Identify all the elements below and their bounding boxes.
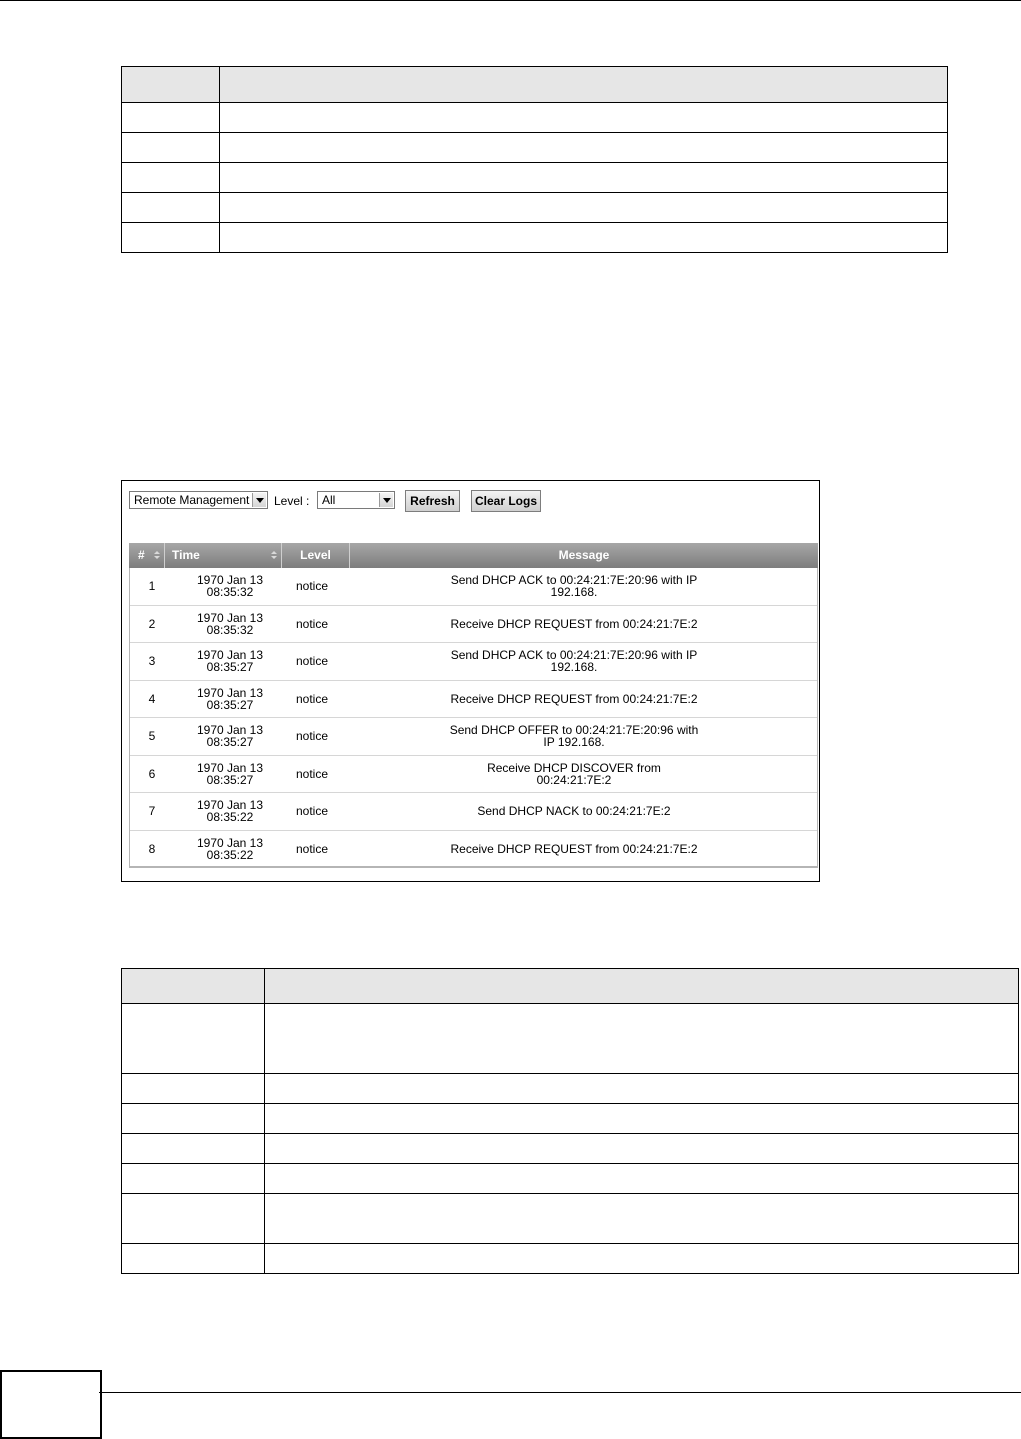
log-row-time: 1970 Jan 13 08:35:32 — [196, 573, 264, 600]
log-row-number-cell — [130, 831, 174, 869]
log-row-level: notice — [295, 691, 329, 706]
log-row-level-cell — [280, 831, 344, 869]
table-row — [122, 1194, 1019, 1244]
table-header-cell — [220, 67, 948, 103]
log-row-number: 6 — [148, 766, 156, 781]
table-header-row — [122, 969, 1019, 1004]
log-row-time-cell — [174, 681, 286, 718]
log-row-number: 7 — [148, 804, 156, 819]
log-row-message-cell — [344, 718, 804, 755]
column-header-number[interactable] — [129, 543, 165, 568]
table-row — [122, 1244, 1019, 1274]
log-row-level-cell — [280, 681, 344, 718]
refresh-button[interactable]: Refresh — [405, 490, 460, 512]
table-row — [130, 793, 817, 831]
log-row-message: Receive DHCP DISCOVER from 00:24:21:7E:2 — [487, 760, 661, 787]
table-row — [130, 831, 817, 869]
log-row-time: 1970 Jan 13 08:35:22 — [196, 836, 264, 863]
log-row-time-cell — [174, 831, 286, 869]
level-label: Level : — [274, 494, 310, 508]
header-rule — [0, 0, 1021, 1]
log-row-message-cell — [344, 681, 804, 718]
table-row — [122, 223, 948, 253]
log-row-number-cell — [130, 718, 174, 755]
log-row-message-cell — [344, 793, 804, 830]
table-row — [122, 1074, 1019, 1104]
log-row-time-cell — [174, 643, 286, 680]
log-row-level-cell — [280, 718, 344, 755]
log-row-time: 1970 Jan 13 08:35:27 — [196, 648, 264, 675]
column-header-time[interactable] — [165, 543, 282, 568]
log-table-body — [129, 568, 818, 868]
table-row — [130, 643, 817, 681]
table-header-cell — [265, 969, 1019, 1004]
chevron-down-icon[interactable] — [379, 493, 393, 507]
log-category-value: Remote Management — [134, 493, 250, 507]
log-row-number-cell — [130, 756, 174, 793]
table-row — [122, 1164, 1019, 1194]
sort-icon[interactable] — [154, 551, 159, 560]
table-row — [122, 103, 948, 133]
log-table-header — [129, 543, 818, 568]
table-row — [122, 133, 948, 163]
log-row-number-cell — [130, 793, 174, 830]
table-row — [122, 1104, 1019, 1134]
log-row-number: 3 — [148, 654, 156, 669]
log-row-level: notice — [295, 616, 329, 631]
log-row-level: notice — [295, 729, 329, 744]
log-row-message: Send DHCP ACK to 00:24:21:7E:20:96 with IP 192.168. — [450, 648, 698, 675]
log-row-time-cell — [174, 568, 286, 605]
log-row-level-cell — [280, 756, 344, 793]
log-toolbar — [129, 490, 809, 512]
table-row — [122, 1004, 1019, 1074]
log-category-select[interactable] — [129, 491, 268, 509]
chevron-down-icon[interactable] — [252, 493, 266, 507]
sort-icon[interactable] — [271, 551, 276, 560]
log-row-time: 1970 Jan 13 08:35:22 — [196, 798, 264, 825]
log-row-number-cell — [130, 643, 174, 680]
table-header-cell — [122, 67, 220, 103]
log-level-value: All — [322, 493, 336, 507]
log-row-level-cell — [280, 568, 344, 605]
log-row-time: 1970 Jan 13 08:35:27 — [196, 760, 264, 787]
table-row — [130, 756, 817, 794]
table-row — [130, 681, 817, 719]
table-row — [122, 1134, 1019, 1164]
log-row-level-cell — [280, 793, 344, 830]
log-row-number-cell — [130, 606, 174, 643]
column-header-message[interactable]: Message — [558, 548, 610, 562]
column-header-time-label: Time — [172, 548, 200, 562]
log-row-time-cell — [174, 718, 286, 755]
log-row-number: 5 — [148, 729, 156, 744]
table-row — [130, 568, 817, 606]
log-row-message: Receive DHCP REQUEST from 00:24:21:7E:2 — [450, 691, 698, 706]
log-row-message-cell — [344, 831, 804, 869]
log-row-message-cell — [344, 606, 804, 643]
log-row-time: 1970 Jan 13 08:35:27 — [196, 685, 264, 712]
table-header-row — [122, 67, 948, 103]
log-row-level: notice — [295, 654, 329, 669]
log-row-level-cell — [280, 643, 344, 680]
table-row — [130, 606, 817, 644]
log-row-number: 8 — [148, 842, 156, 857]
log-row-number-cell — [130, 681, 174, 718]
page-number-box — [0, 1370, 102, 1439]
log-row-level: notice — [295, 804, 329, 819]
footer-rule — [99, 1392, 1021, 1393]
log-screen-figure — [121, 480, 820, 882]
column-header-number-label: # — [138, 548, 145, 562]
log-row-time: 1970 Jan 13 08:35:27 — [196, 723, 264, 750]
log-row-level: notice — [295, 842, 329, 857]
log-row-level: notice — [295, 579, 329, 594]
log-row-time-cell — [174, 793, 286, 830]
log-row-message-cell — [344, 643, 804, 680]
log-row-number: 1 — [148, 579, 156, 594]
log-row-message: Send DHCP ACK to 00:24:21:7E:20:96 with IP 192.168. — [450, 573, 698, 600]
log-row-level-cell — [280, 606, 344, 643]
table-row — [130, 718, 817, 756]
log-row-level: notice — [295, 766, 329, 781]
table-row — [122, 193, 948, 223]
log-row-time: 1970 Jan 13 08:35:32 — [196, 610, 264, 637]
log-row-time-cell — [174, 606, 286, 643]
log-row-message: Receive DHCP REQUEST from 00:24:21:7E:2 — [450, 616, 698, 631]
log-row-message: Send DHCP NACK to 00:24:21:7E:2 — [477, 804, 671, 819]
log-row-message-cell — [344, 756, 804, 793]
log-row-number: 2 — [148, 616, 156, 631]
table-header-cell — [122, 969, 265, 1004]
table-row — [122, 163, 948, 193]
log-row-number: 4 — [148, 691, 156, 706]
reference-table-top — [121, 66, 948, 253]
log-level-select[interactable] — [317, 491, 395, 509]
log-row-message: Receive DHCP REQUEST from 00:24:21:7E:2 — [450, 842, 698, 857]
reference-table-bottom — [121, 968, 1019, 1274]
log-table — [129, 543, 818, 868]
log-row-message: Send DHCP OFFER to 00:24:21:7E:20:96 with IP 192.168. — [449, 723, 699, 750]
log-row-number-cell — [130, 568, 174, 605]
log-row-time-cell — [174, 756, 286, 793]
column-header-level[interactable]: Level — [282, 543, 350, 568]
clear-logs-button[interactable]: Clear Logs — [471, 490, 541, 512]
log-row-message-cell — [344, 568, 804, 605]
